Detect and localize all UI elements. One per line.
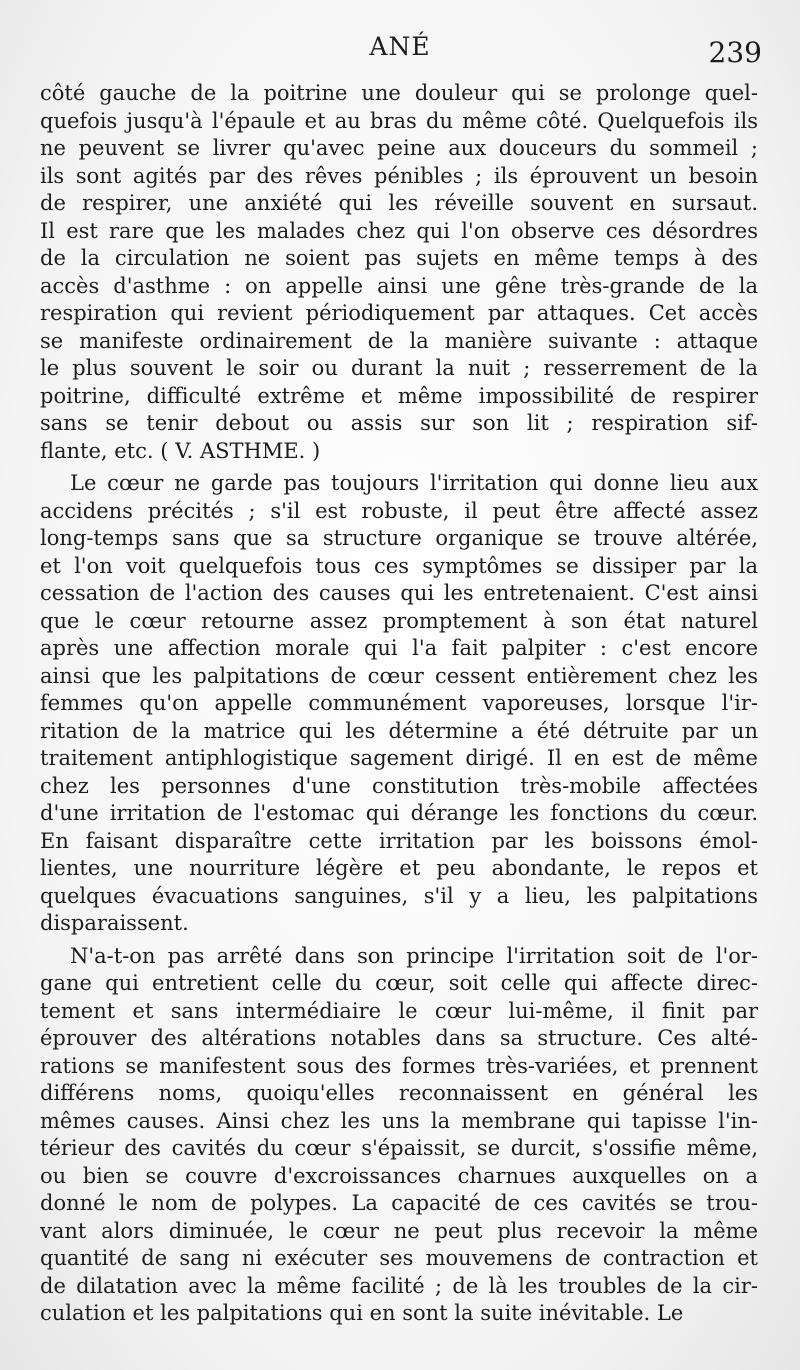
text-line: térieur des cavités du cœur s'épaissit, se durcit, s'ossifie même, <box>40 1136 758 1160</box>
text-line: sans se tenir debout ou assis sur son lit ; respiration sif- <box>40 411 758 435</box>
text-line: donné le nom de polypes. La capacité de ces cavités se trou- <box>40 1191 758 1215</box>
text-line: d'une irritation de l'estomac qui dérange les fonctions du cœur. <box>40 801 758 825</box>
text-line: ils sont agités par des rêves pénibles ; ils éprouvent un besoin <box>40 163 758 188</box>
text-line: En faisant disparaître cette irritation par les boissons émol- <box>40 828 758 853</box>
text-line: mêmes causes. Ainsi chez les uns la membrane qui tapisse l'in- <box>40 1108 758 1133</box>
text-line: respiration qui revient périodiquement par attaques. Cet accès <box>40 301 758 325</box>
page-number: 239 <box>708 36 762 69</box>
text-line: cessation de l'action des causes qui les entretenaient. C'est ainsi <box>40 581 758 605</box>
text-line: flante, etc. ( V. ASTHME. ) <box>40 438 321 463</box>
text-line: vant alors diminuée, le cœur ne peut plus recevoir la même <box>40 1218 758 1243</box>
text-line: chez les personnes d'une constitution très-mobile affectées <box>40 773 758 798</box>
text-line: ou bien se couvre d'excroissances charnues auxquelles on a <box>40 1163 758 1188</box>
text-line: traitement antiphlogistique sagement dirigé. Il en est de même <box>40 746 758 770</box>
text-line: côté gauche de la poitrine une douleur qui se prolonge quel- <box>40 81 758 105</box>
text-line: quelques évacuations sanguines, s'il y a lieu, les palpitations <box>40 883 758 908</box>
text-line: de respirer, une anxiété qui les réveille souvent en sursaut. <box>40 191 758 215</box>
text-line: Il est rare que les malades chez qui l'on observe ces désordres <box>40 218 758 243</box>
text-line: que le cœur retourne assez promptement à son état naturel <box>40 608 758 633</box>
paragraph-list <box>40 80 758 1328</box>
text-line: Le cœur ne garde pas toujours l'irritation qui donne lieu aux <box>70 471 758 495</box>
text-line: se manifeste ordinairement de la manière suivante : attaque <box>40 328 758 353</box>
text-line: femmes qu'on appelle communément vaporeuses, lorsque l'ir- <box>40 691 758 715</box>
text-line: disparaissent. <box>40 911 189 935</box>
running-title: ANÉ <box>369 32 431 61</box>
text-line: rations se manifestent sous des formes très-variées, et prennent <box>40 1053 758 1078</box>
text-line: de dilatation avec la même facilité ; de là les troubles de la cir- <box>40 1273 758 1298</box>
text-line: quefois jusqu'à l'épaule et au bras du même côté. Quelquefois ils <box>40 108 758 133</box>
running-head <box>40 32 760 72</box>
text-line: de la circulation ne soient pas sujets en même temps à des <box>40 246 758 270</box>
paragraph <box>40 470 758 938</box>
text-line: N'a-t-on pas arrêté dans son principe l'irritation soit de l'or- <box>70 943 758 968</box>
text-line: long-temps sans que sa structure organique se trouve altérée, <box>40 526 758 550</box>
paragraph <box>40 80 758 465</box>
body-text <box>40 80 758 1328</box>
text-line: éprouver des altérations notables dans sa structure. Ces alté- <box>40 1026 758 1050</box>
text-line: tement et sans intermédiaire le cœur lui-même, il finit par <box>40 998 758 1023</box>
text-line: accès d'asthme : on appelle ainsi une gêne très-grande de la <box>40 273 758 298</box>
text-line: gane qui entretient celle du cœur, soit celle qui affecte direc- <box>40 971 758 995</box>
text-line: quantité de sang ni exécuter ses mouvemens de contraction et <box>40 1246 758 1270</box>
text-line: lientes, une nourriture légère et peu abondante, le repos et <box>40 856 758 880</box>
text-line: le plus souvent le soir ou durant la nuit ; resserrement de la <box>40 356 758 380</box>
text-line: accidens précités ; s'il est robuste, il peut être affecté assez <box>40 498 758 523</box>
text-line: différens noms, quoiqu'elles reconnaissent en général les <box>40 1081 758 1105</box>
text-line: poitrine, difficulté extrême et même impossibilité de respirer <box>40 383 758 408</box>
text-line: culation et les palpitations qui en sont la suite inévitable. Le <box>40 1301 684 1325</box>
text-line: ne peuvent se livrer qu'avec peine aux douceurs du sommeil ; <box>40 136 758 160</box>
text-line: ritation de la matrice qui les détermine a été détruite par un <box>40 718 758 743</box>
paragraph <box>40 943 758 1328</box>
text-line: et l'on voit quelquefois tous ces symptômes se dissiper par la <box>40 553 758 578</box>
text-line: ainsi que les palpitations de cœur cessent entièrement chez les <box>40 663 758 688</box>
text-line: après une affection morale qui l'a fait palpiter : c'est encore <box>40 636 758 660</box>
